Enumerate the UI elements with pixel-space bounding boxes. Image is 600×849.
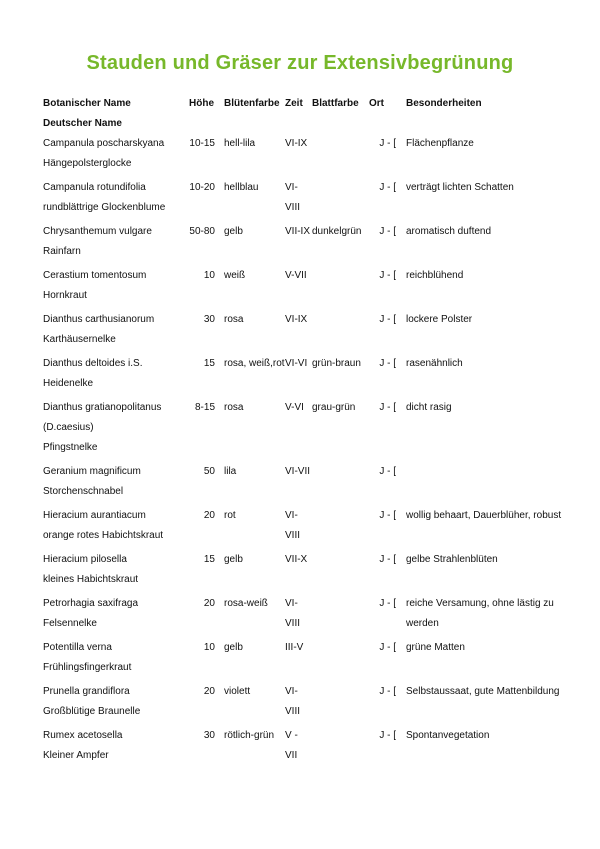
botanical-name: Campanula poscharskyana	[43, 138, 165, 149]
blossom-color-cell: rosa-weiß	[224, 598, 268, 609]
notes-cell: Flächenpflanze	[406, 138, 474, 149]
header-botanical-name: Botanischer Name	[43, 98, 131, 109]
botanical-name: Cerastium tomentosum	[43, 270, 147, 281]
blossom-color-cell: gelb	[224, 642, 243, 653]
table-row	[43, 550, 563, 594]
leaf-color-cell	[312, 462, 369, 506]
header-name-cell	[43, 94, 189, 134]
table-row	[43, 178, 563, 222]
location-cell: J - [	[379, 730, 396, 741]
botanical-name: Potentilla verna	[43, 642, 112, 653]
height-cell: 15	[203, 554, 215, 565]
leaf-color-cell: grau-grün	[312, 402, 356, 413]
botanical-name: Dianthus deltoides i.S.	[43, 358, 143, 369]
leaf-color-cell	[312, 594, 369, 638]
table-row	[43, 506, 563, 550]
bloom-time-cell: VI-IX	[285, 138, 308, 149]
notes-cell: gelbe Strahlenblüten	[406, 554, 498, 565]
location-cell: J - [	[379, 598, 396, 609]
plant-name-cell	[43, 310, 189, 354]
table-header-row	[43, 94, 563, 134]
botanical-name: Dianthus carthusianorum	[43, 314, 155, 325]
german-name: orange rotes Habichtskraut	[43, 530, 164, 541]
height-cell: 15	[203, 358, 215, 369]
page-title: Stauden und Gräser zur Extensivbegrünung	[86, 52, 514, 74]
german-name: Hängepolsterglocke	[43, 158, 132, 169]
blossom-color-cell: lila	[224, 466, 237, 477]
height-cell: 10-15	[189, 138, 215, 149]
table-row	[43, 134, 563, 178]
botanical-name: Hieracium pilosella	[43, 554, 127, 565]
bloom-time-cell: VI-VIII	[285, 510, 301, 541]
notes-cell: Selbstaussaat, gute Mattenbildung	[406, 686, 560, 697]
bloom-time-cell: VI-IX	[285, 314, 308, 325]
bloom-time-cell: VI-VIII	[285, 182, 301, 213]
height-cell: 20	[203, 510, 215, 521]
table-row	[43, 398, 563, 462]
location-cell: J - [	[379, 182, 396, 193]
location-cell: J - [	[379, 270, 396, 281]
german-name: Großblütige Braunelle	[43, 706, 141, 717]
german-name: Hornkraut	[43, 290, 87, 301]
blossom-color-cell: gelb	[224, 554, 243, 565]
location-cell: J - [	[379, 226, 396, 237]
blossom-color-cell: gelb	[224, 226, 243, 237]
botanical-name: Campanula rotundifolia	[43, 182, 146, 193]
plant-name-cell	[43, 506, 189, 550]
height-cell: 50-80	[189, 226, 215, 237]
plant-name-cell	[43, 726, 189, 770]
location-cell: J - [	[379, 314, 396, 325]
bloom-time-cell: VII-X	[285, 554, 308, 565]
plant-name-cell	[43, 266, 189, 310]
german-name: Frühlingsfingerkraut	[43, 662, 132, 673]
german-name: Rainfarn	[43, 246, 81, 257]
leaf-color-cell	[312, 550, 369, 594]
height-cell: 20	[203, 686, 215, 697]
height-cell: 30	[203, 314, 215, 325]
table-row	[43, 266, 563, 310]
leaf-color-cell: grün-braun	[312, 358, 361, 369]
bloom-time-cell: V-VII	[285, 270, 307, 281]
table-row	[43, 594, 563, 638]
header-german-name: Deutscher Name	[43, 118, 122, 129]
botanical-name: Rumex acetosella	[43, 730, 123, 741]
plant-name-cell	[43, 178, 189, 222]
bloom-time-cell: VI-VI	[285, 358, 308, 369]
botanical-name: Hieracium aurantiacum	[43, 510, 146, 521]
german-name: kleines Habichtskraut	[43, 574, 139, 585]
german-name: Karthäusernelke	[43, 334, 116, 345]
header-ort: Ort	[369, 98, 384, 109]
height-cell: 20	[203, 598, 215, 609]
blossom-color-cell: rötlich-grün	[224, 730, 275, 741]
blossom-color-cell: violett	[224, 686, 251, 697]
bloom-time-cell: III-V	[285, 642, 304, 653]
plant-name-cell	[43, 594, 189, 638]
table-row	[43, 222, 563, 266]
plant-table	[43, 94, 563, 770]
german-name: Storchenschnabel	[43, 486, 124, 497]
german-name: rundblättrige Glockenblume	[43, 202, 166, 213]
height-cell: 8-15	[194, 402, 215, 413]
blossom-color-cell: rosa, weiß,rot	[224, 358, 285, 369]
blossom-color-cell: rosa	[224, 402, 244, 413]
plant-name-cell	[43, 682, 189, 726]
location-cell: J - [	[379, 358, 396, 369]
plant-name-cell	[43, 134, 189, 178]
botanical-name: Prunella grandiflora	[43, 686, 130, 697]
height-cell: 30	[203, 730, 215, 741]
leaf-color-cell	[312, 178, 369, 222]
location-cell: J - [	[379, 138, 396, 149]
leaf-color-cell	[312, 682, 369, 726]
header-zeit: Zeit	[285, 98, 303, 109]
german-name: Pfingstnelke	[43, 442, 98, 453]
height-cell: 10-20	[189, 182, 215, 193]
location-cell: J - [	[379, 642, 396, 653]
german-name: Felsennelke	[43, 618, 97, 629]
table-row	[43, 354, 563, 398]
bloom-time-cell: VII-IX	[285, 226, 311, 237]
blossom-color-cell: weiß	[224, 270, 246, 281]
notes-cell: dicht rasig	[406, 402, 452, 413]
height-cell: 50	[203, 466, 215, 477]
bloom-time-cell: V - VII	[285, 730, 298, 761]
botanical-name: Petrorhagia saxifraga	[43, 598, 139, 609]
blossom-color-cell: rosa	[224, 314, 244, 325]
notes-cell: reichblühend	[406, 270, 464, 281]
notes-cell: lockere Polster	[406, 314, 473, 325]
location-cell: J - [	[379, 402, 396, 413]
blossom-color-cell: hellblau	[224, 182, 259, 193]
table-row	[43, 638, 563, 682]
location-cell: J - [	[379, 686, 396, 697]
leaf-color-cell: dunkelgrün	[312, 226, 362, 237]
location-cell: J - [	[379, 510, 396, 521]
header-bluetenfarbe: Blütenfarbe	[224, 98, 280, 109]
bloom-time-cell: V-VI	[285, 402, 304, 413]
leaf-color-cell	[312, 726, 369, 770]
leaf-color-cell	[312, 638, 369, 682]
header-blattfarbe: Blattfarbe	[312, 98, 359, 109]
blossom-color-cell: hell-lila	[224, 138, 256, 149]
notes-cell: grüne Matten	[406, 642, 465, 653]
plant-name-cell	[43, 398, 189, 462]
bloom-time-cell: VI-VII	[285, 466, 311, 477]
header-besonderheiten: Besonderheiten	[406, 98, 482, 109]
table-row	[43, 726, 563, 770]
blossom-color-cell: rot	[224, 510, 236, 521]
location-cell: J - [	[379, 466, 396, 477]
leaf-color-cell	[312, 134, 369, 178]
height-cell: 10	[203, 270, 215, 281]
plant-name-cell	[43, 462, 189, 506]
german-name: Kleiner Ampfer	[43, 750, 109, 761]
leaf-color-cell	[312, 506, 369, 550]
german-name: Heidenelke	[43, 378, 94, 389]
table-row	[43, 682, 563, 726]
leaf-color-cell	[312, 310, 369, 354]
notes-cell: rasenähnlich	[406, 358, 463, 369]
notes-cell: wollig behaart, Dauerblüher, robust	[406, 510, 562, 521]
botanical-name: Dianthus gratianopolitanus (D.caesius)	[43, 402, 162, 433]
notes-cell: reiche Versamung, ohne lästig zu werden	[406, 598, 554, 629]
notes-cell: Spontanvegetation	[406, 730, 490, 741]
table-row	[43, 462, 563, 506]
plant-name-cell	[43, 638, 189, 682]
notes-cell	[406, 462, 563, 506]
plant-name-cell	[43, 222, 189, 266]
botanical-name: Geranium magnificum	[43, 466, 141, 477]
bloom-time-cell: VI-VIII	[285, 686, 301, 717]
table-row	[43, 310, 563, 354]
botanical-name: Chrysanthemum vulgare	[43, 226, 152, 237]
location-cell: J - [	[379, 554, 396, 565]
notes-cell: verträgt lichten Schatten	[406, 182, 514, 193]
header-hoehe: Höhe	[189, 98, 214, 109]
height-cell: 10	[203, 642, 215, 653]
leaf-color-cell	[312, 266, 369, 310]
plant-name-cell	[43, 354, 189, 398]
plant-name-cell	[43, 550, 189, 594]
bloom-time-cell: VI-VIII	[285, 598, 301, 629]
notes-cell: aromatisch duftend	[406, 226, 492, 237]
